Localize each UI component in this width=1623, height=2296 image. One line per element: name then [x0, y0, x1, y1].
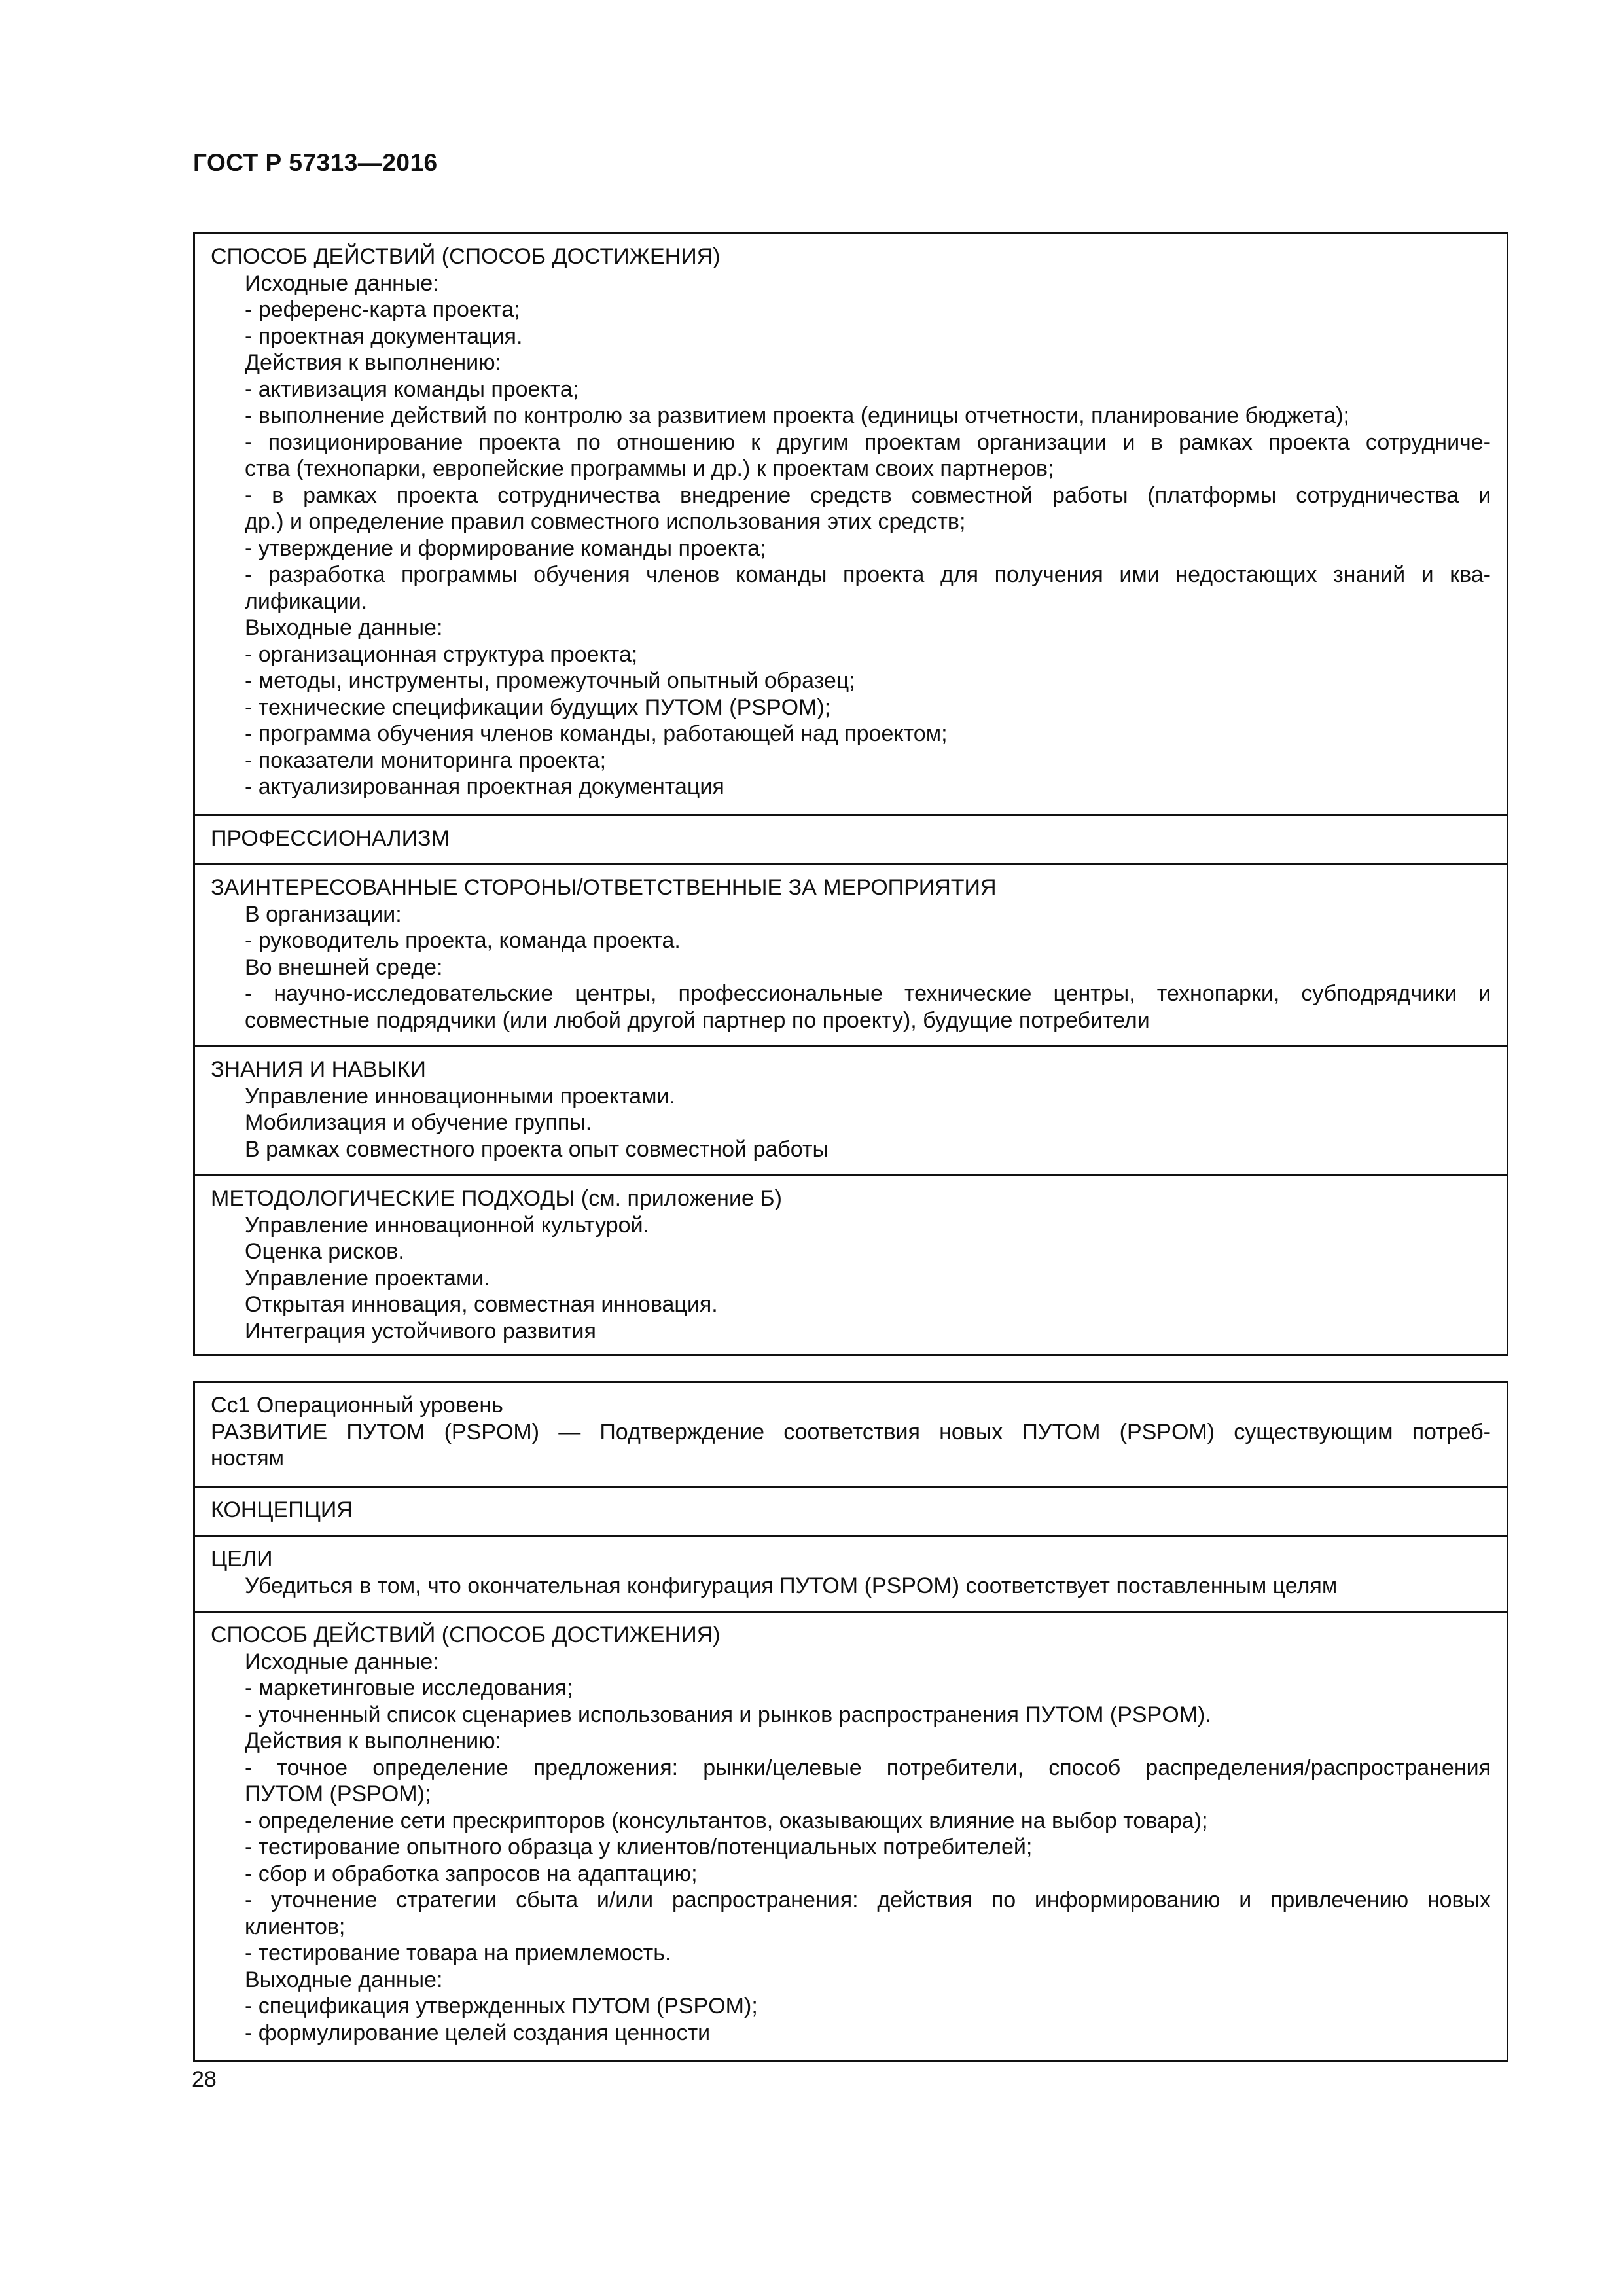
list-item: - тестирование опытного образца у клиентов/потенциальных потребителей;: [245, 1835, 1033, 1859]
professionalism-section: [195, 814, 1507, 863]
list-item: - показатели мониторинга проекта;: [245, 747, 607, 773]
heading-line: ностям: [211, 1446, 285, 1471]
list-item: - руководитель проекта, команда проекта.: [245, 928, 681, 953]
list-item: - маркетинговые исследования;: [245, 1676, 573, 1700]
list-item: - уточненный список сценариев использования и рынков распространения ПУТОМ (PSPOM).: [245, 1702, 1211, 1727]
table-1: [193, 232, 1508, 1356]
sposob-section-2: [195, 1611, 1507, 2060]
list-item: Управление проектами.: [245, 1265, 490, 1291]
actions-label: Действия к выполнению:: [245, 1729, 502, 1753]
section-title: ЗНАНИЯ И НАВЫКИ: [211, 1057, 426, 1082]
sposob-section: [195, 234, 1507, 814]
list-item: - спецификация утвержденных ПУТОМ (PSPOM);: [245, 1994, 758, 2018]
list-item: ПУТОМ (PSPOM);: [245, 1782, 431, 1806]
level-heading-section: [195, 1383, 1507, 1486]
list-item: - методы, инструменты, промежуточный опытный образец;: [245, 668, 855, 693]
list-item: Управление инновационными проектами.: [245, 1083, 675, 1109]
section-title: СПОСОБ ДЕЙСТВИЙ (СПОСОБ ДОСТИЖЕНИЯ): [211, 1623, 721, 1647]
stakeholders-section: [195, 863, 1507, 1045]
methods-section: [195, 1174, 1507, 1354]
list-item: - формулирование целей создания ценности: [245, 2020, 711, 2045]
ext-label: Во внешней среде:: [245, 954, 443, 980]
list-item: В рамках совместного проекта опыт совместной работы: [245, 1136, 829, 1162]
list-item: - выполнение действий по контролю за развитием проекта (единицы отчетности, планирование бюджета);: [245, 403, 1349, 428]
list-item: - позиционирование проекта по отношению к другим проектам организации и в рамках проекта сотрудниче-: [245, 429, 1491, 455]
goals-section: [195, 1535, 1507, 1611]
level-label: Сс1 Операционный уровень: [211, 1393, 503, 1418]
org-label: В организации:: [245, 901, 402, 927]
list-item: - в рамках проекта сотрудничества внедрение средств совместной работы (платформы сотрудничества и: [245, 482, 1491, 508]
list-item: - программа обучения членов команды, работающей над проектом;: [245, 721, 948, 746]
section-title: ЦЕЛИ: [211, 1547, 273, 1571]
list-item: - уточнение стратегии сбыта и/или распространения: действия по информированию и привлечению новых: [245, 1888, 1491, 1912]
list-item: - референс-карта проекта;: [245, 297, 520, 322]
inputs-label: Исходные данные:: [245, 270, 439, 296]
section-title: ЗАИНТЕРЕСОВАННЫЕ СТОРОНЫ/ОТВЕТСТВЕННЫЕ ЗА МЕРОПРИЯТИЯ: [211, 875, 997, 900]
list-item: клиентов;: [245, 1914, 346, 1939]
list-item: - научно-исследовательские центры, профессиональные технические центры, технопарки, субподрядчики и: [245, 981, 1491, 1006]
standard-header: ГОСТ Р 57313—2016: [193, 149, 438, 176]
list-item: Мобилизация и обучение группы.: [245, 1110, 592, 1135]
list-item: - технические спецификации будущих ПУТОМ (PSPOM);: [245, 694, 831, 720]
list-item: - проектная документация.: [245, 323, 523, 349]
outputs-label: Выходные данные:: [245, 615, 443, 640]
actions-label: Действия к выполнению:: [245, 350, 502, 375]
section-title: МЕТОДОЛОГИЧЕСКИЕ ПОДХОДЫ (см. приложение Б): [211, 1186, 782, 1211]
outputs-label: Выходные данные:: [245, 1967, 443, 1992]
list-item: Управление инновационной культурой.: [245, 1212, 650, 1238]
list-item: ства (технопарки, европейские программы и др.) к проектам своих партнеров;: [245, 456, 1054, 481]
list-item: др.) и определение правил совместного использования этих средств;: [245, 509, 966, 534]
list-item: - тестирование товара на приемлемость.: [245, 1941, 671, 1965]
table-2: [193, 1381, 1508, 2062]
list-item: - сбор и обработка запросов на адаптацию;: [245, 1861, 698, 1886]
page-number: 28: [192, 2067, 217, 2092]
list-item: - разработка программы обучения членов команды проекта для получения ими недостающих знаний и ква-: [245, 562, 1491, 587]
section-title: КОНЦЕПЦИЯ: [211, 1498, 353, 1522]
list-item: - определение сети прескрипторов (консультантов, оказывающих влияние на выбор товара);: [245, 1808, 1208, 1833]
list-item: - утверждение и формирование команды проекта;: [245, 535, 766, 561]
list-item: - точное определение предложения: рынки/целевые потребители, способ распределения/распространения: [245, 1755, 1491, 1780]
list-item: - актуализированная проектная документация: [245, 774, 724, 799]
concept-section: [195, 1486, 1507, 1535]
list-item: - организационная структура проекта;: [245, 641, 638, 667]
list-item: Интеграция устойчивого развития: [245, 1318, 596, 1344]
section-title: ПРОФЕССИОНАЛИЗМ: [211, 826, 450, 851]
list-item: Открытая инновация, совместная инновация.: [245, 1292, 718, 1317]
skills-section: [195, 1045, 1507, 1174]
inputs-label: Исходные данные:: [245, 1649, 439, 1674]
section-title: СПОСОБ ДЕЙСТВИЙ (СПОСОБ ДОСТИЖЕНИЯ): [211, 244, 721, 269]
goals-text: Убедиться в том, что окончательная конфигурация ПУТОМ (PSPOM) соответствует поставленным целям: [245, 1573, 1338, 1598]
list-item: Оценка рисков.: [245, 1239, 404, 1264]
list-item: - активизация команды проекта;: [245, 376, 579, 402]
list-item: лификации.: [245, 588, 368, 614]
heading-line: РАЗВИТИЕ ПУТОМ (PSPOM) — Подтверждение соответствия новых ПУТОМ (PSPOM) существующим потреб-: [211, 1419, 1491, 1444]
list-item: совместные подрядчики (или любой другой партнер по проекту), будущие потребители: [245, 1007, 1150, 1033]
